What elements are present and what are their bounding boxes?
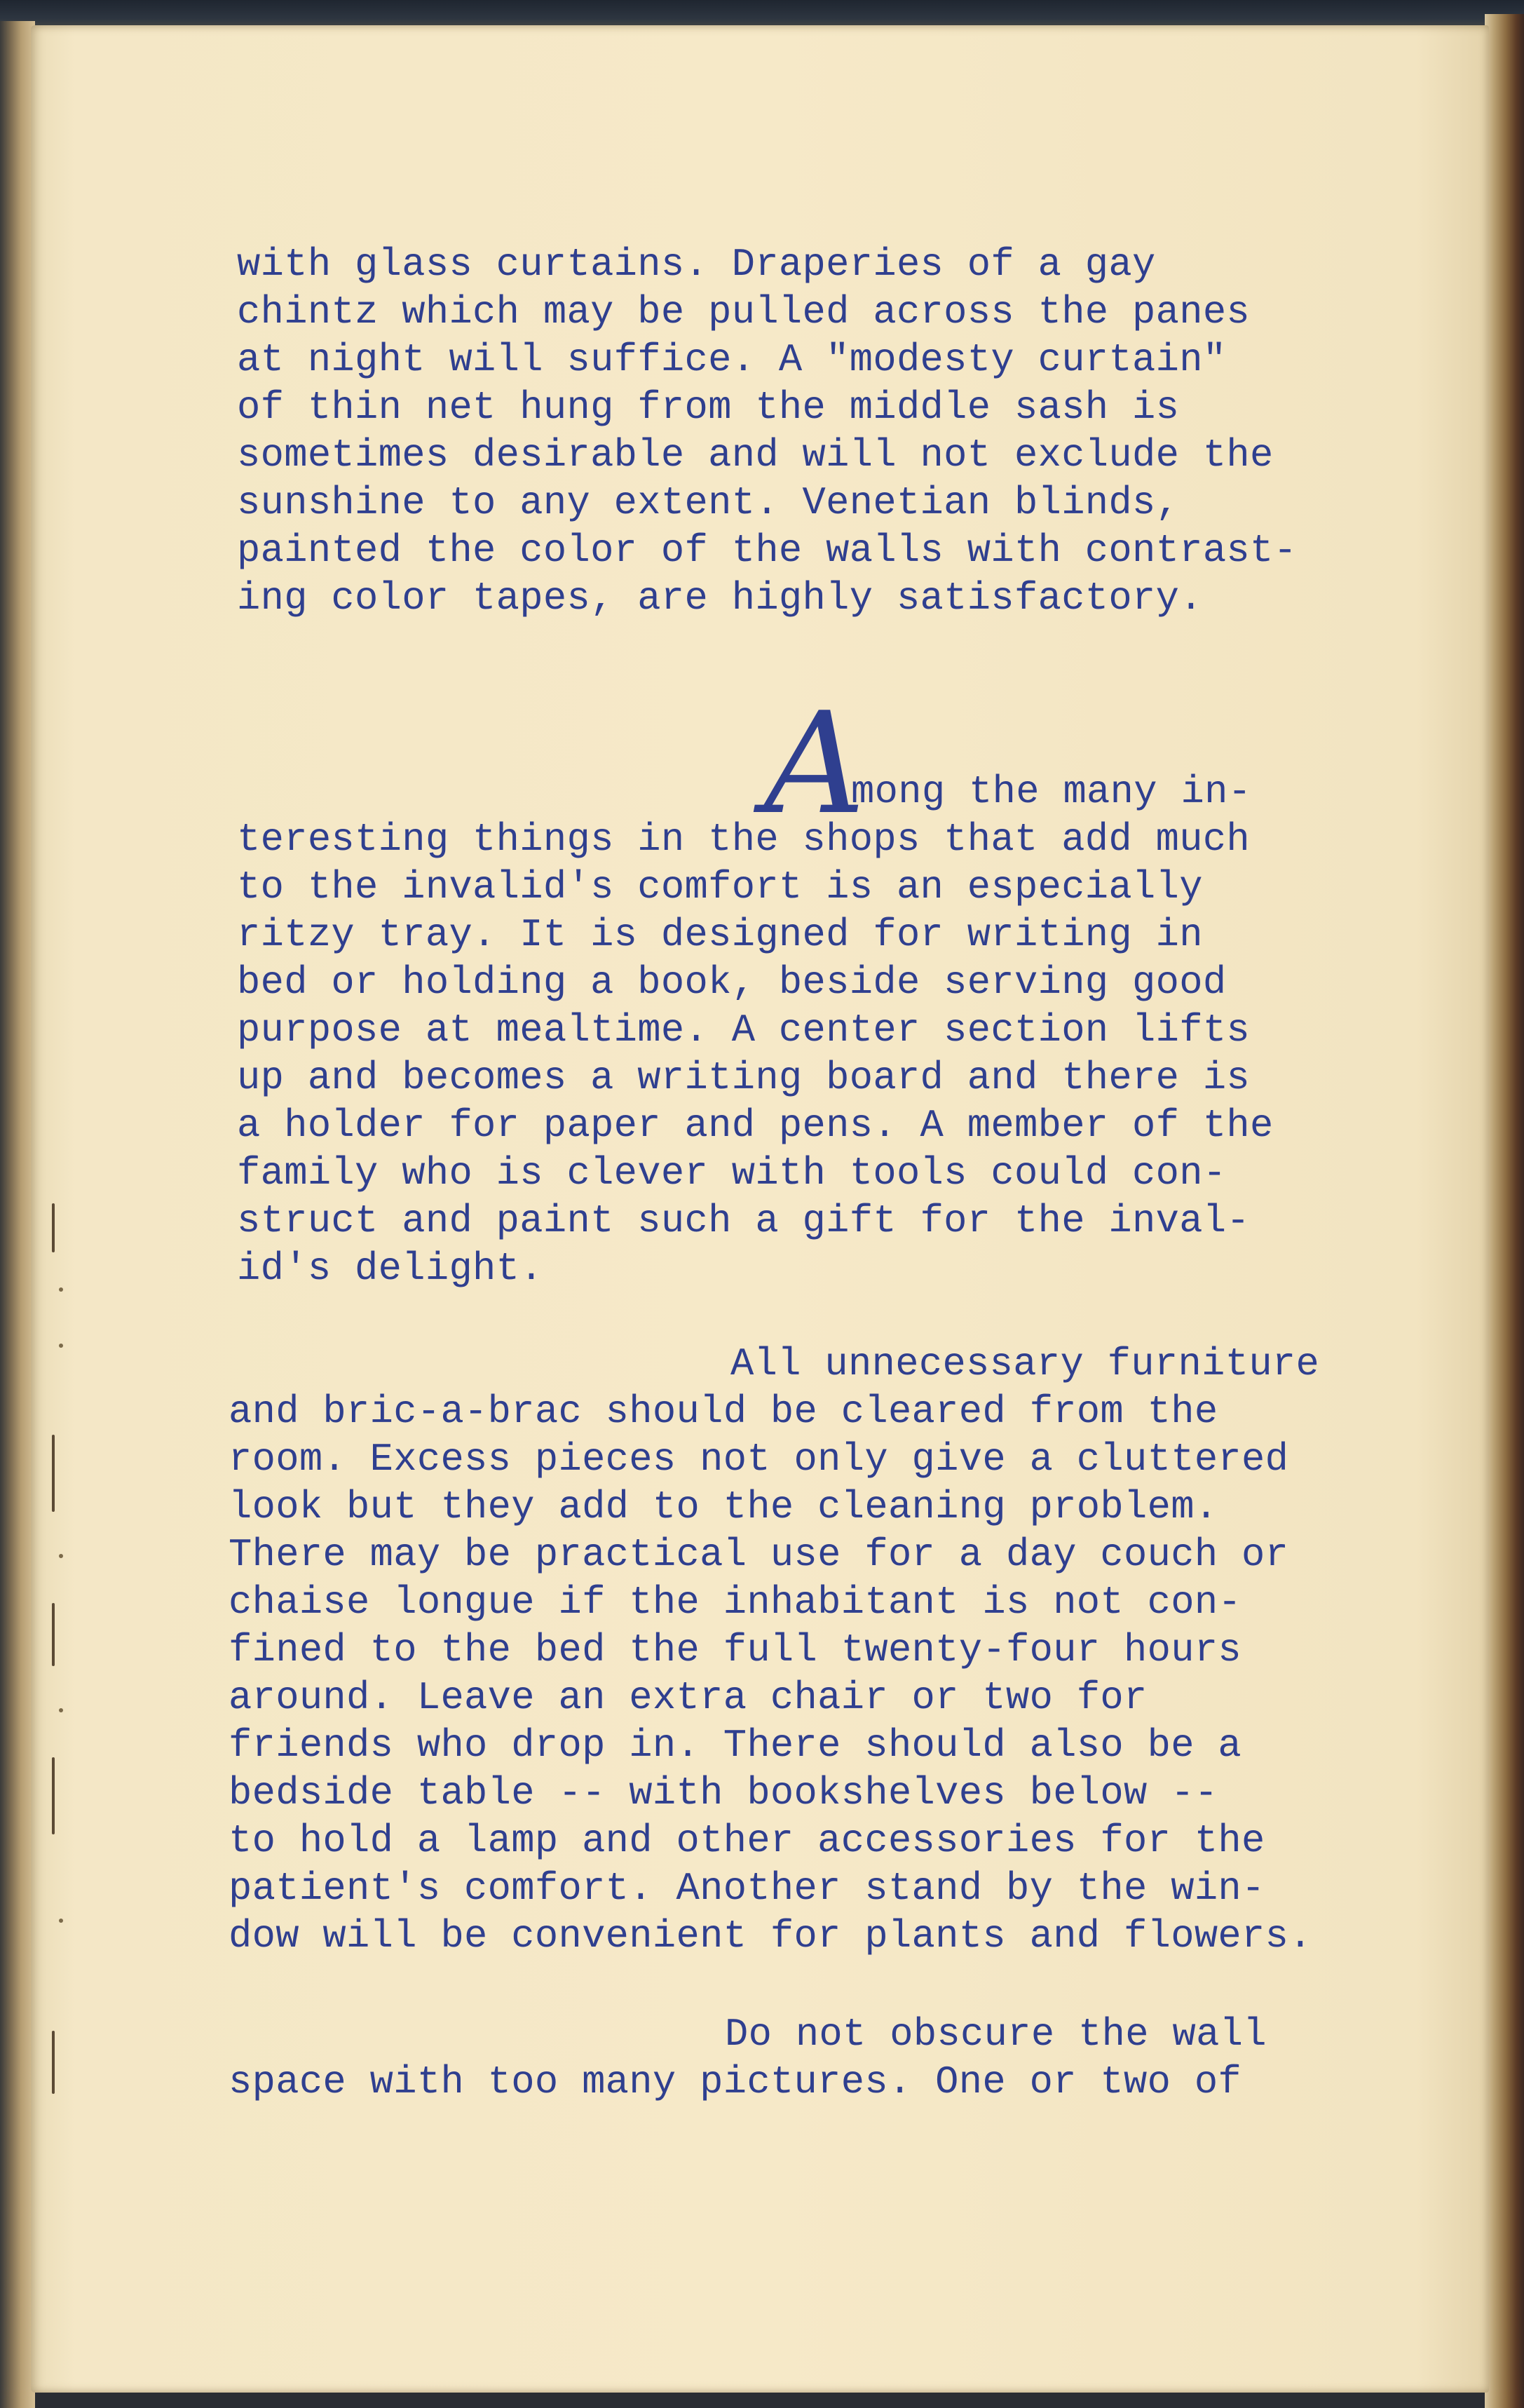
binding-dot [59,1554,63,1558]
binding-stitch [52,1603,55,1666]
text-line: of thin net hung from the middle sash is [237,386,1180,430]
text-line: There may be practical use for a day couch or [229,1533,1289,1577]
text-line: up and becomes a writing board and there is [237,1056,1251,1100]
text-line: ing color tapes, are highly satisfactory. [237,576,1203,621]
text-line: chintz which may be pulled across the panes [237,290,1251,334]
page-stack-edge [1485,14,1524,2408]
text-line: dow will be convenient for plants and flowers. [229,1914,1312,1959]
text-line: room. Excess pieces not only give a cluttered [229,1438,1289,1482]
text-line: and bric-a-brac should be cleared from the [229,1390,1218,1434]
text-line: family who is clever with tools could con- [237,1151,1227,1196]
text-line: purpose at mealtime. A center section lifts [237,1008,1251,1053]
text-line: sometimes desirable and will not exclude the [237,433,1274,478]
text-line: space with too many pictures. One or two of [229,2060,1242,2104]
binding-stitch [52,1203,55,1252]
text-line: look but they add to the cleaning problem. [229,1485,1218,1529]
drop-cap: A [764,682,866,846]
text-line: friends who drop in. There should also be a [229,1724,1242,1768]
binding-dot [59,1344,63,1348]
text-line: around. Leave an extra chair or two for [229,1676,1148,1720]
text-line: All unnecessary furniture [730,1342,1320,1386]
text-line: bedside table -- with bookshelves below -- [229,1771,1218,1815]
text-line: painted the color of the walls with contrast- [237,529,1298,573]
text-line: sunshine to any extent. Venetian blinds, [237,481,1180,525]
text-line: chaise longue if the inhabitant is not con- [229,1581,1242,1625]
text-line: to the invalid's comfort is an especially [237,865,1203,909]
book-binding [0,21,35,2408]
text-line: to hold a lamp and other accessories for the [229,1819,1265,1863]
text-line: Do not obscure the wall [725,2013,1267,2057]
text-line: teresting things in the shops that add much [237,818,1251,862]
binding-stitch [52,2031,55,2094]
text-line: fined to the bed the full twenty-four hours [229,1628,1242,1672]
text-line: struct and paint such a gift for the inval- [237,1199,1251,1243]
binding-stitch [52,1435,55,1512]
text-line: with glass curtains. Draperies of a gay [237,243,1156,287]
binding-dot [59,1708,63,1712]
text-line: a holder for paper and pens. A member of the [237,1104,1274,1148]
text-line: mong the many in- [851,770,1252,814]
text-line: patient's comfort. Another stand by the win- [229,1867,1265,1911]
binding-dot [59,1919,63,1923]
binding-dot [59,1287,63,1292]
text-line: bed or holding a book, beside serving good [237,961,1227,1005]
text-line: ritzy tray. It is designed for writing in [237,913,1203,957]
text-line: at night will suffice. A "modesty curtain" [237,338,1227,382]
binding-stitch [52,1757,55,1834]
text-line: id's delight. [237,1247,543,1291]
